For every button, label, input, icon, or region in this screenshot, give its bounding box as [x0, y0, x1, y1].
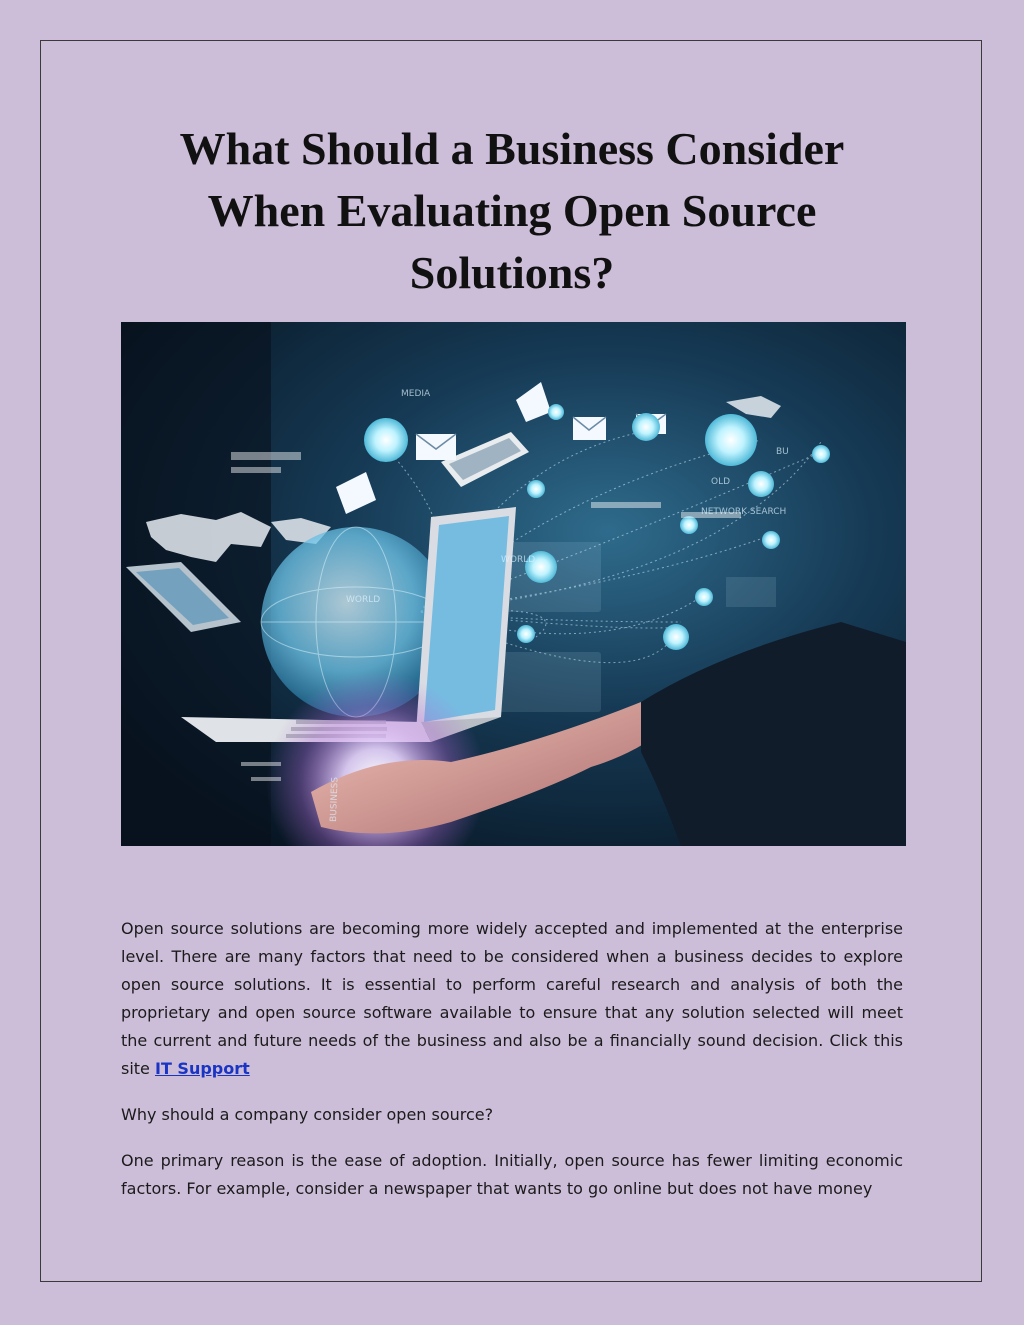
document-title: What Should a Business Consider When Evaluating Open Source Solutions? — [179, 123, 845, 298]
image-label-network-search: NETWORK SEARCH — [701, 507, 787, 517]
image-label-old: OLD — [711, 477, 731, 487]
hero-image — [121, 322, 906, 846]
paragraph-adoption: One primary reason is the ease of adoption. Initially, open source has fewer limiting economic factors. For example, consider a newspaper that wants to go online but does not have money — [121, 1151, 903, 1198]
image-label-bu: BU — [776, 447, 789, 457]
paragraph-question: Why should a company consider open source? — [121, 1105, 494, 1124]
image-label-business: BUSINESS — [329, 776, 341, 823]
image-label-world: WORLD — [346, 595, 381, 605]
it-support-link[interactable]: IT Support — [154, 1059, 250, 1078]
image-label-media: MEDIA — [401, 389, 431, 399]
image-label-world-2: WORLD — [501, 555, 536, 565]
article-body — [121, 915, 903, 1221]
paragraph-intro-text: Open source solutions are becoming more widely accepted and implemented at the enterprise level. There are many factors that need to be considered when a business decides to explore open source solutions. It is essential to perform careful research and analysis of both the proprietary and open source software available to ensure that any solution selected will meet the current and future needs of the business and also be a financially sound decision. Click this site — [121, 919, 903, 1078]
paragraph-intro — [121, 915, 903, 1083]
